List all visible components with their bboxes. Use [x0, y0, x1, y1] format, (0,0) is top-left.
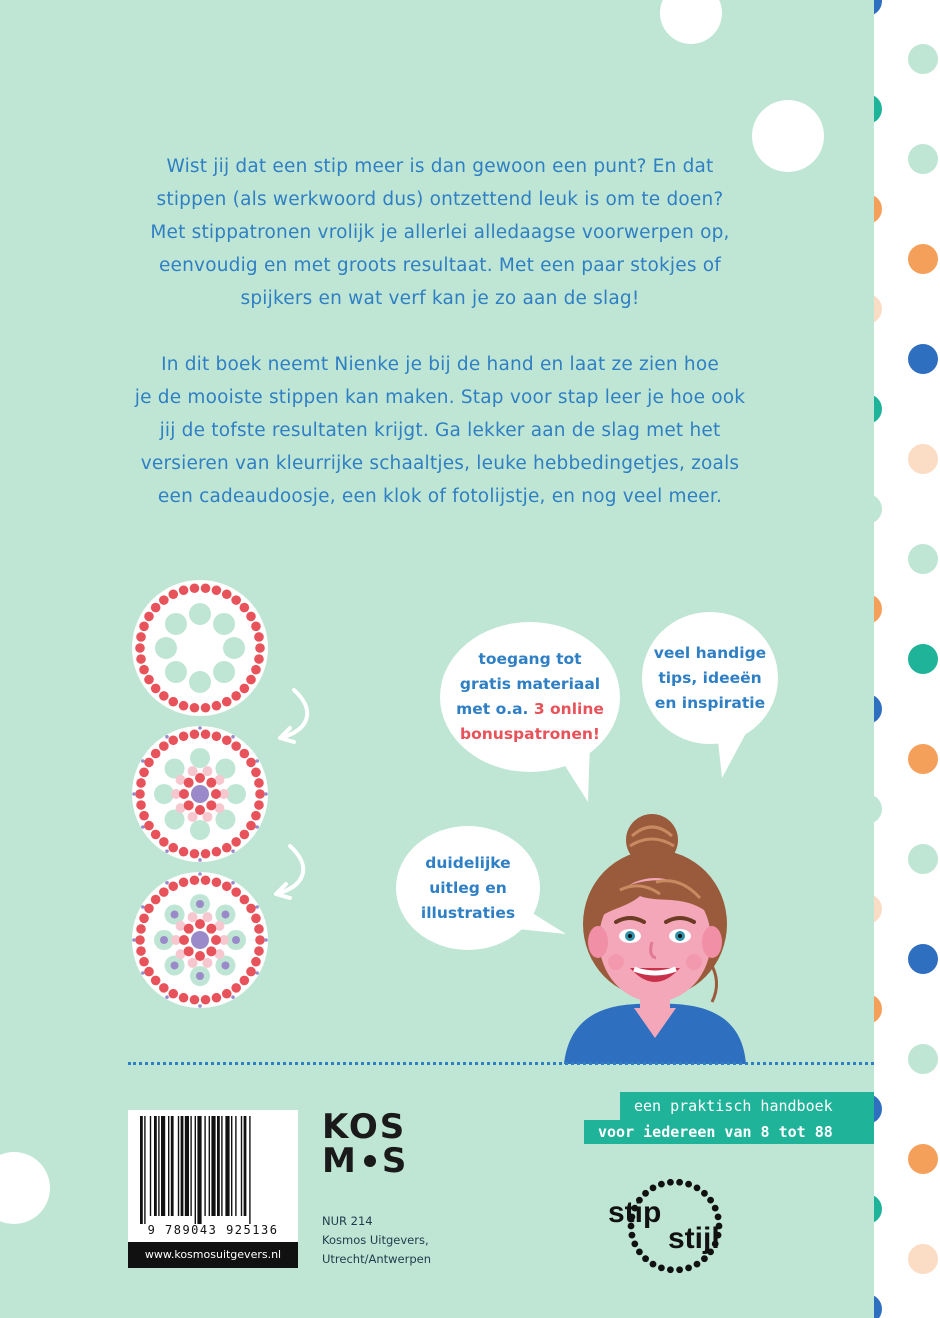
isbn-number: 9 789043 925136 — [147, 1223, 279, 1237]
logo-line-2: M S — [322, 1141, 409, 1181]
edge-dot — [908, 1244, 938, 1274]
edge-dot — [908, 844, 938, 874]
decor-dot — [752, 100, 824, 172]
publisher-place: Utrecht/Antwerpen — [322, 1252, 432, 1266]
barcode-icon — [140, 1116, 286, 1224]
publisher-name: Kosmos Uitgevers, — [322, 1233, 429, 1247]
edge-dot — [908, 144, 938, 174]
tagline-line-1 — [620, 1092, 874, 1120]
series-logo-word-2: stijl — [668, 1222, 720, 1255]
edge-dot — [874, 0, 882, 16]
edge-dot — [874, 694, 882, 724]
dotted-divider — [128, 1062, 874, 1065]
edge-dot — [908, 944, 938, 974]
edge-dot — [874, 294, 882, 324]
edge-dot — [874, 994, 882, 1024]
nur-code: NUR 214 — [322, 1214, 373, 1228]
pattern-step-2 — [132, 726, 268, 862]
series-logo-word-1: stip — [608, 1196, 662, 1229]
page-edge-dots — [874, 0, 940, 1318]
speech-bubble-tips: veel handige tips, ideeën en inspiratie — [642, 612, 778, 744]
decor-dot — [0, 1152, 50, 1224]
edge-dot — [874, 894, 882, 924]
publisher-url[interactable]: www.kosmosuitgevers.nl — [128, 1242, 298, 1268]
barcode — [128, 1110, 298, 1268]
edge-dot — [874, 794, 882, 824]
edge-dot — [874, 394, 882, 424]
edge-dot — [908, 1144, 938, 1174]
publisher-logo — [322, 1107, 422, 1181]
character-portrait — [560, 812, 750, 1064]
blurb-paragraph-1: Wist jij dat een stip meer is dan gewoon een punt? En dat stippen (als werkwoord dus) ontzettend leuk is om te doen? Met stippatronen vrolijk je allerlei alledaagse voorwerpen op, eenvoudig en met groots resultaat. Met een paar stokjes of spijkers en wat verf kan je zo aan de slag! — [150, 156, 730, 309]
edge-dot — [874, 494, 882, 524]
edge-dot — [874, 94, 882, 124]
pattern-step-3 — [132, 872, 268, 1008]
edge-dot — [908, 244, 938, 274]
dot-pattern-illustration — [120, 580, 320, 1020]
tagline-line-2 — [584, 1120, 874, 1144]
edge-dot — [908, 444, 938, 474]
imprint — [322, 1212, 431, 1269]
curved-arrow-icon — [276, 846, 303, 894]
edge-dot — [874, 1094, 882, 1124]
edge-dot — [908, 644, 938, 674]
series-logo — [600, 1176, 750, 1276]
decor-dot — [660, 0, 722, 44]
pattern-step-1 — [132, 580, 268, 716]
tagline-text-2: voor iedereen van 8 tot 88 — [598, 1123, 833, 1141]
edge-dot — [874, 1194, 882, 1224]
blurb-paragraph-2: In dit boek neemt Nienke je bij de hand en laat ze zien hoe je de mooiste stippen kan maken. Stap voor stap leer je hoe ook jij de tofste resultaten krijgt. Ga lekker aan de slag met het versieren van kleurrijke schaaltjes, leuke hebbedingetjes, zoals een cadeaudoosje, een klok of fotolijstje, en nog veel meer. — [134, 354, 746, 507]
edge-dot — [874, 594, 882, 624]
edge-dot — [874, 194, 882, 224]
edge-dot — [908, 44, 938, 74]
edge-dot — [908, 1044, 938, 1074]
edge-dot — [908, 344, 938, 374]
edge-dot — [908, 744, 938, 774]
tagline-text-1: een praktisch handboek — [634, 1097, 833, 1115]
speech-bubble-explain: duidelijke uitleg en illustraties — [396, 826, 540, 950]
curved-arrow-icon — [280, 690, 307, 738]
edge-dot — [874, 1294, 882, 1318]
speech-bubble-access: toegang tot gratis materiaal met o.a. 3 online bonuspatronen! — [440, 622, 620, 772]
edge-dot — [908, 544, 938, 574]
logo-line-1: KOS — [322, 1107, 407, 1147]
